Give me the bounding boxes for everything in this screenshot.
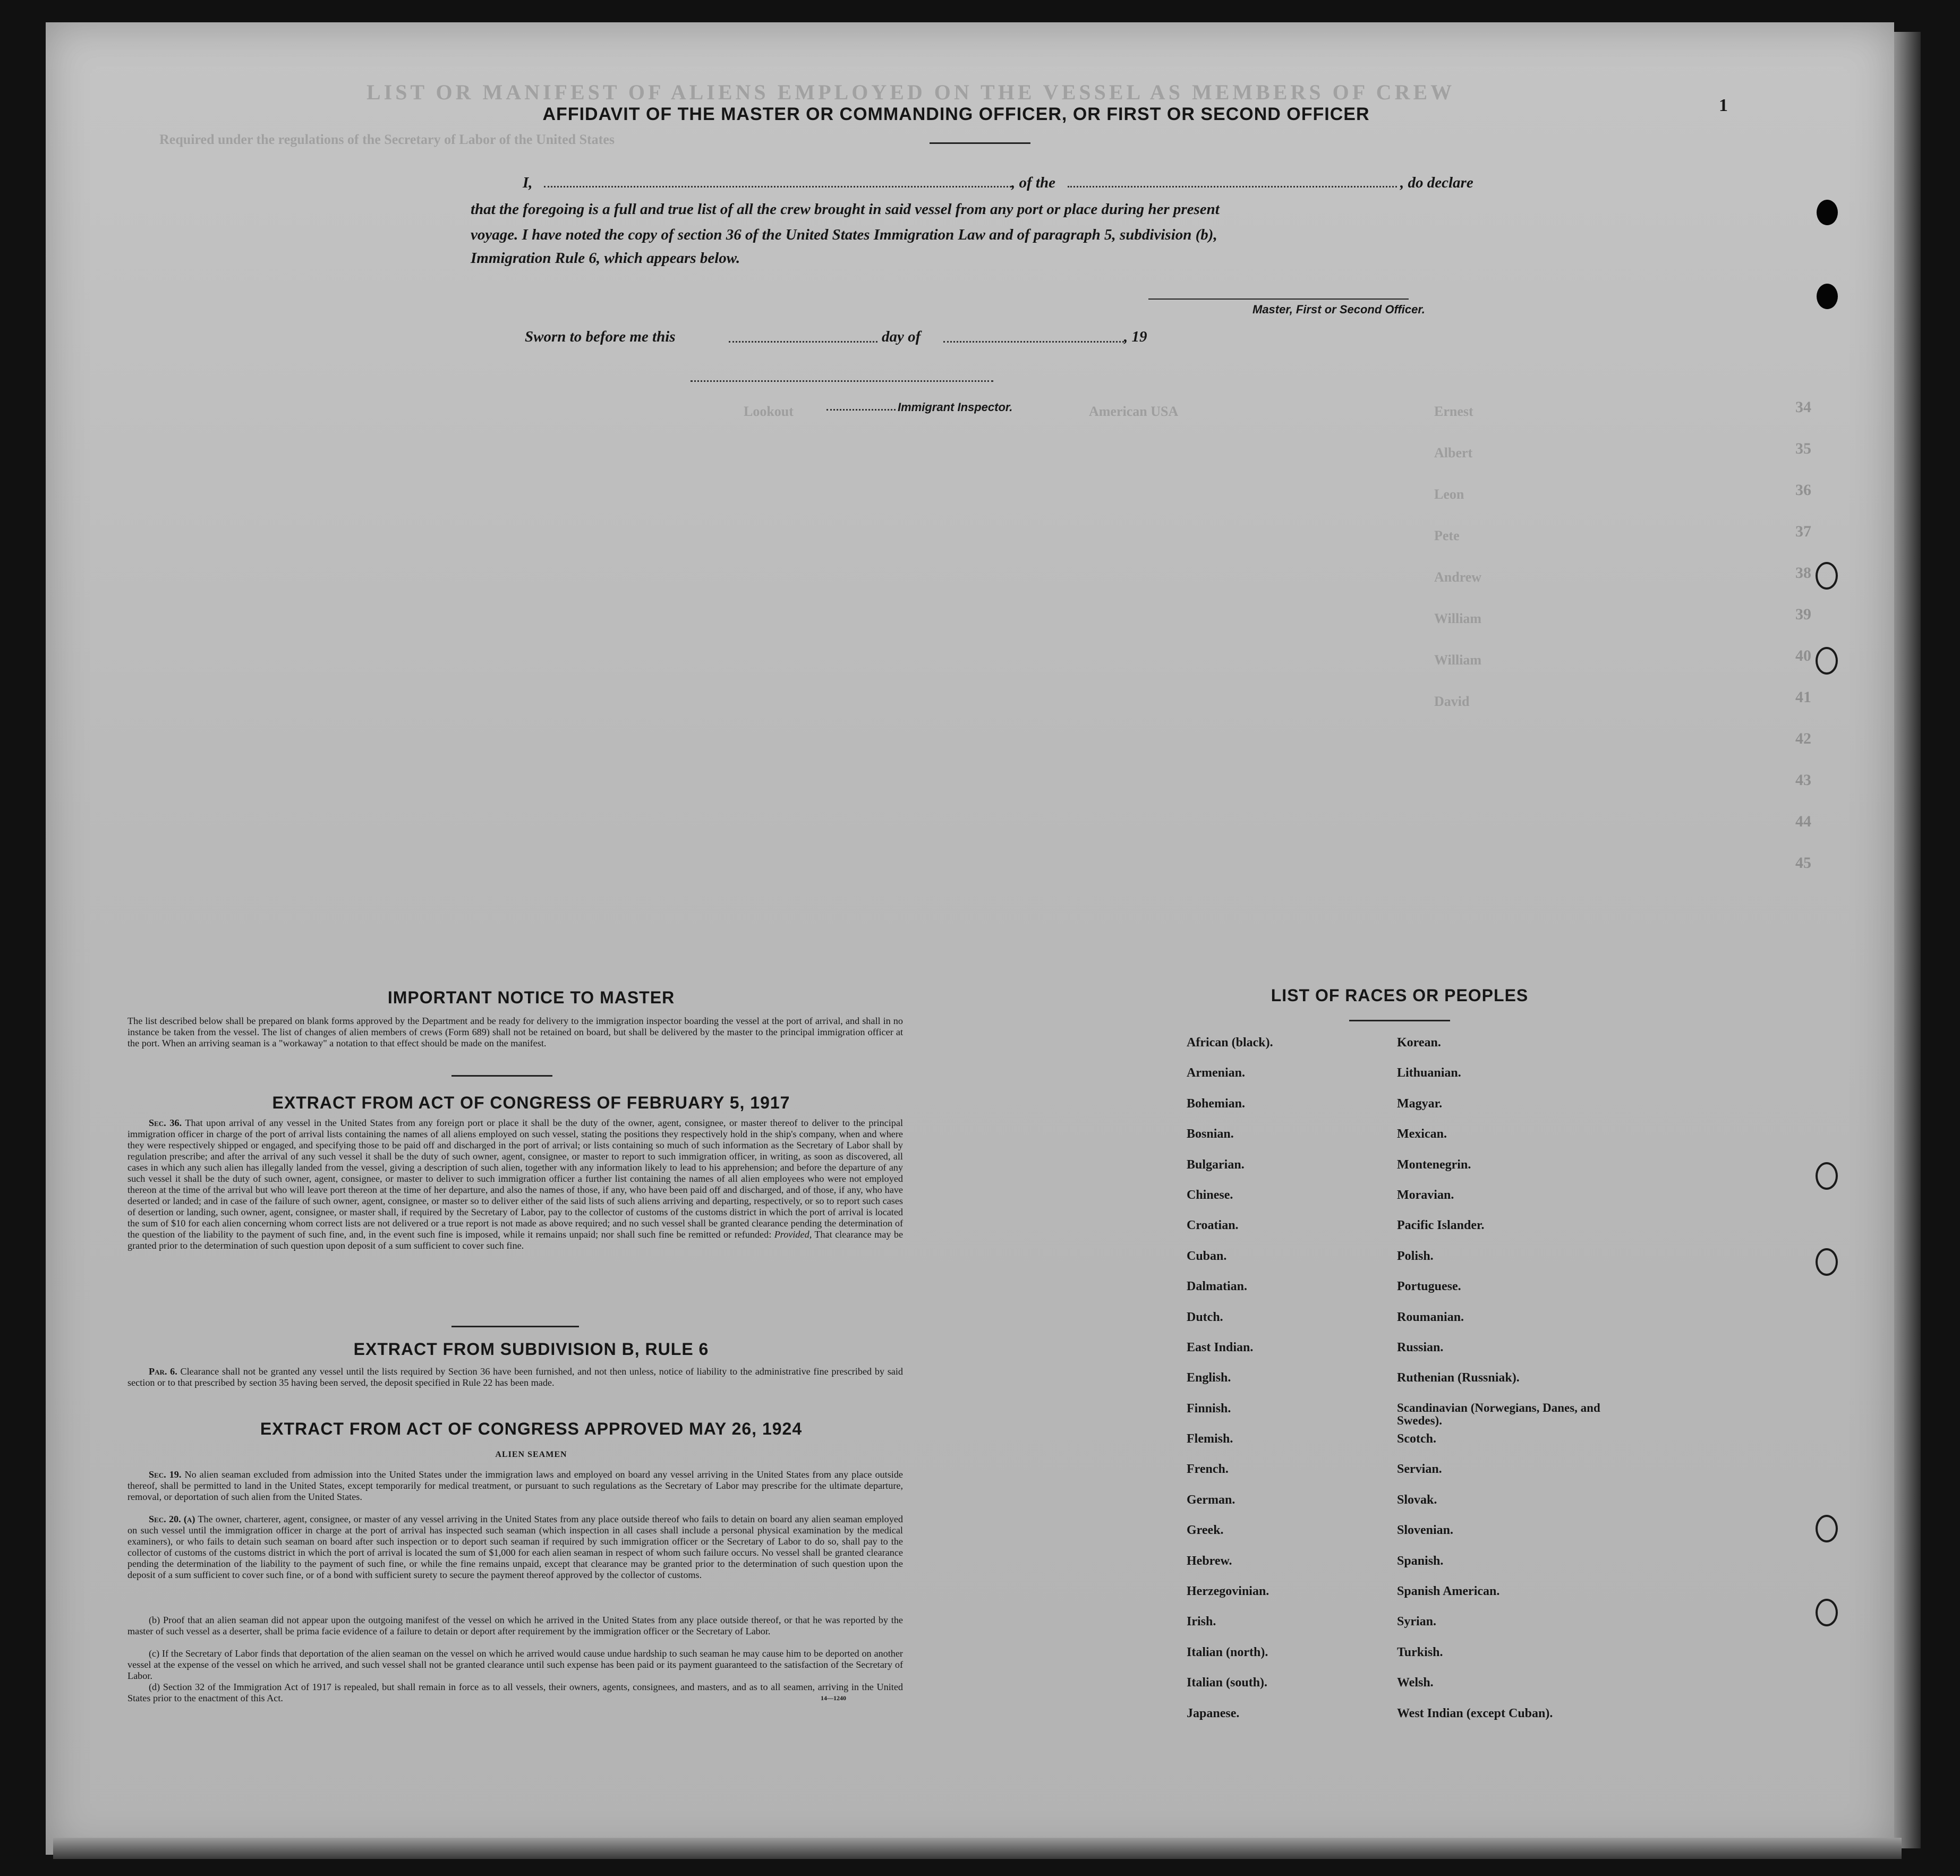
race-item: Portuguese. xyxy=(1397,1280,1461,1294)
race-item: Armenian. xyxy=(1187,1066,1245,1080)
race-item: Chinese. xyxy=(1187,1188,1233,1202)
race-item: Spanish. xyxy=(1397,1554,1444,1568)
binder-hole xyxy=(1816,562,1838,590)
sec36-text: That upon arrival of any vessel in the United States from any foreign port or place it shall be the duty of the owner, agent, consignee, or master thereof to deliver to the principal immigration officer in charge of the port of arrival lists containing the names of all aliens employed on such vessel, stating the positions they respectively hold in the ship's company, when and where they were respectively shipped or engaged, and specifying those to be paid off and discharged in the port of arrival; or lists containing so much of such information as the Secretary of Labor shall by regulation prescribe; and after the arrival of any such vessel it shall be the duty of such owner, agent, consignee, or master to report to such immigration officer, in writing, as soon as discovered, all cases in which any such alien has illegally landed from the vessel, giving a description of such alien, together with any information likely to lead to his apprehension; and before the departure of any such vessel it shall be the duty of such owner, agent, consignee, or master to deliver to such immigration officer a further list containing the names of all alien employees who were not employed thereon at the time of the arrival but who will leave port thereon at the time of her departure, and also the names of those, if any, who have been paid off and discharged, and of those, if any, who have deserted or landed; and in case of the failure of such owner, agent, consignee, or master so to deliver either of the said lists of such aliens arriving and departing, respectively, or so to report such cases of desertion or landing, such owner, agent, consignee, or master shall, if required by the Secretary of Labor, pay to the collector of customs of the customs district in which the port of arrival is located the sum of $10 for each alien concerning whom correct lists are not delivered or a true report is not made as above required; and no such vessel shall be granted clearance pending the determination of the question of the liability to the payment of such fine, and, in the event such fine is imposed, while it remains unpaid; nor shall such fine be remitted or refunded: xyxy=(127,1118,903,1240)
race-item: Korean. xyxy=(1397,1036,1441,1050)
race-item: Moravian. xyxy=(1397,1188,1454,1202)
binder-hole xyxy=(1816,1248,1838,1276)
affidavit-line-4: Immigration Rule 6, which appears below. xyxy=(471,250,740,267)
inspector-signature-line xyxy=(691,380,993,382)
day-of-text: day of xyxy=(882,328,921,345)
extract-1917-text xyxy=(127,1118,903,1251)
race-item: Scandinavian (Norwegians, Danes, and Swedes). xyxy=(1397,1401,1600,1427)
race-item: Greek. xyxy=(1187,1523,1224,1538)
sec19-body: No alien seaman excluded from admission into the United States under the immigration laws and employed on board any vessel arriving in the United States from any place outside thereof, shall be permitted to land in the United States, except temporarily for medical treatment, or pursuant to such regulations as the Secretary of Labor may prescribe for the ultimate departure, removal, or deportation of such alien from the United States. xyxy=(127,1469,903,1502)
vessel-blank xyxy=(1068,186,1397,187)
inspector-dots xyxy=(826,409,896,411)
month-blank xyxy=(943,341,1124,343)
race-item: English. xyxy=(1187,1371,1231,1385)
race-item: Irish. xyxy=(1187,1615,1216,1629)
sec19-text xyxy=(127,1469,903,1503)
sec20c-text: (c) If the Secretary of Labor finds that deportation of the alien seaman on the vessel on which he arrived would cause undue hardship to such seaman he may cause him to be deported on another vessel at the expense of the vessel on which he arrived, and such vessel shall not be granted clearance until such expense has been paid or its payment guaranteed to the satisfaction of the Secretary of Labor. xyxy=(127,1648,903,1681)
sec19-label: Sec. 19. xyxy=(149,1469,182,1480)
page-edge-right xyxy=(1894,32,1921,1848)
binder-hole xyxy=(1817,284,1838,309)
binder-hole xyxy=(1816,647,1838,675)
race-item: Herzegovinian. xyxy=(1187,1584,1269,1599)
race-item: Ruthenian (Russniak). xyxy=(1397,1371,1520,1385)
affidavit-line-3: voyage. I have noted the copy of section 36 of the United States Immigration Law and of paragraph 5, subdivision (b), xyxy=(471,226,1217,243)
extract-1917-heading: EXTRACT FROM ACT OF CONGRESS OF FEBRUARY 5, 1917 xyxy=(272,1093,790,1112)
sworn-text: Sworn to before me this xyxy=(525,328,676,345)
races-column-1 xyxy=(1187,1036,1388,1737)
divider xyxy=(451,1075,552,1077)
race-item: Polish. xyxy=(1397,1249,1434,1263)
race-item: Magyar. xyxy=(1397,1096,1443,1111)
race-item: Cuban. xyxy=(1187,1249,1227,1263)
page-edge-bottom xyxy=(53,1838,1902,1859)
binder-hole xyxy=(1816,1515,1838,1542)
inspector-label: Immigrant Inspector. xyxy=(898,400,1013,414)
race-item: Lithuanian. xyxy=(1397,1066,1461,1080)
sec36-end: That clearance may be granted prior to the determination of such question upon deposit of a sum sufficient to cover such fine. xyxy=(127,1229,904,1251)
provided-word: Provided, xyxy=(774,1229,812,1240)
sec20b-text: (b) Proof that an alien seaman did not appear upon the outgoing manifest of the vessel on which he arrived in the United States from any place outside thereof, or that he was reported by the master of such vessel as a deserter, shall be prima facie evidence of a failure to detain or deport after requirement by the immigration officer or the Secretary of Labor. xyxy=(127,1615,903,1636)
divider xyxy=(930,142,1030,144)
race-item: Finnish. xyxy=(1187,1401,1231,1415)
race-item: Pacific Islander. xyxy=(1397,1218,1485,1233)
extract-rule6-heading: EXTRACT FROM SUBDIVISION B, RULE 6 xyxy=(353,1340,709,1359)
race-item: Hebrew. xyxy=(1187,1554,1232,1568)
affidavit-declare: , do declare xyxy=(1400,174,1473,191)
race-item: Scotch. xyxy=(1397,1432,1436,1446)
race-item: Slovak. xyxy=(1397,1493,1437,1507)
page-number: 1 xyxy=(1719,96,1728,115)
race-item: Italian (north). xyxy=(1187,1645,1268,1659)
divider xyxy=(1349,1020,1450,1021)
race-item: Mexican. xyxy=(1397,1127,1447,1141)
race-item: Japanese. xyxy=(1187,1706,1240,1720)
extract-1924-heading: EXTRACT FROM ACT OF CONGRESS APPROVED MAY 26, 1924 xyxy=(260,1419,803,1438)
race-item: Bohemian. xyxy=(1187,1096,1246,1111)
race-item: East Indian. xyxy=(1187,1340,1254,1354)
race-item: Syrian. xyxy=(1397,1615,1437,1629)
alien-seamen-subheading: ALIEN SEAMEN xyxy=(495,1450,567,1459)
race-item: West Indian (except Cuban). xyxy=(1397,1706,1553,1720)
sec20-label: Sec. 20. (a) xyxy=(149,1514,195,1524)
race-item: Flemish. xyxy=(1187,1432,1233,1446)
par6-text: Clearance shall not be granted any vessel until the lists required by Section 36 have been furnished, and not then unless, notice of liability to the administrative fine prescribed by said section or to that prescribed by section 35 having been served, the deposit specified in Rule 22 has been made. xyxy=(127,1366,903,1388)
races-column-2 xyxy=(1397,1036,1620,1737)
affidavit-i: I, xyxy=(523,174,533,191)
race-item: Turkish. xyxy=(1397,1645,1443,1659)
par6-label: Par. 6. xyxy=(149,1366,177,1377)
form-code: 14—1240 xyxy=(821,1694,846,1702)
races-heading: LIST OF RACES OR PEOPLES xyxy=(1271,986,1529,1005)
name-blank xyxy=(544,186,1011,187)
divider xyxy=(451,1326,579,1327)
day-blank xyxy=(729,341,877,343)
race-item: German. xyxy=(1187,1493,1235,1507)
race-item: Russian. xyxy=(1397,1340,1444,1354)
race-item: Dutch. xyxy=(1187,1310,1223,1324)
race-item: Slovenian. xyxy=(1397,1523,1454,1538)
year-text: , 19 xyxy=(1124,328,1147,345)
race-item: Dalmatian. xyxy=(1187,1280,1247,1294)
race-item: Montenegrin. xyxy=(1397,1157,1471,1172)
race-item: Croatian. xyxy=(1187,1218,1239,1233)
sec20a-body: The owner, charterer, agent, consignee, or master of any vessel arriving in the United States from any place outside thereof who fails to detain on board any alien seaman employed on such vessel until the immigration officer in charge at the port of arrival has inspected such seaman (which inspection in all cases shall include a personal physical examination by the medical examiners), or who fails to detain such seaman on board after such inspection or to deport such seaman if required by such immigration officer or the Secretary of Labor to do so, shall pay to the collector of customs of the customs district in which the port of arrival is located the sum of $1,000 for each alien seaman in respect of whom such failure occurs. No vessel shall be granted clearance pending the determination of the liability to the payment of such fine, or while the fine remains unpaid, except that clearance may be granted prior to the determination of such question upon the deposit of a sum sufficient to cover such fine, or of a bond with sufficient surety to secure the payment thereof approved by the collector of customs. xyxy=(127,1514,903,1580)
affidavit-line-2: that the foregoing is a full and true list of all the crew brought in said vessel from any port or place during her present xyxy=(471,201,1220,218)
affidavit-title: AFFIDAVIT OF THE MASTER OR COMMANDING OFFICER, OR FIRST OR SECOND OFFICER xyxy=(542,104,1370,124)
binder-hole xyxy=(1816,1162,1838,1190)
race-item: Welsh. xyxy=(1397,1676,1434,1690)
race-item: Bulgarian. xyxy=(1187,1157,1245,1172)
notice-heading: IMPORTANT NOTICE TO MASTER xyxy=(387,988,675,1007)
race-item: Italian (south). xyxy=(1187,1676,1268,1690)
signature-line xyxy=(1148,299,1409,300)
race-item: Servian. xyxy=(1397,1462,1442,1477)
notice-text: The list described below shall be prepared on blank forms approved by the Department and be ready for delivery to the immigration inspector boarding the vessel at the port of arrival, and shall in no instance be taken from the vessel. The list of changes of alien members of crews (Form 689) shall not be retained on board, but shall be delivered by the master to the principal immigration officer at the port. When an arriving seaman is a "workaway" a notation to that effect should be made on the manifest. xyxy=(127,1016,903,1048)
race-item: Bosnian. xyxy=(1187,1127,1234,1141)
sec20a-text xyxy=(127,1514,903,1581)
race-item: Roumanian. xyxy=(1397,1310,1464,1324)
race-item: Spanish American. xyxy=(1397,1584,1500,1599)
race-item: African (black). xyxy=(1187,1036,1273,1050)
master-label: Master, First or Second Officer. xyxy=(1252,303,1425,316)
extract-rule6-text xyxy=(127,1366,903,1388)
binder-hole xyxy=(1817,200,1838,225)
binder-hole xyxy=(1816,1599,1838,1626)
race-item: French. xyxy=(1187,1462,1229,1477)
affidavit-of-the: , of the xyxy=(1011,174,1055,191)
sec36-label: Sec. 36. xyxy=(149,1118,182,1128)
sec20d-text: (d) Section 32 of the Immigration Act of 1917 is repealed, but shall remain in force as to all vessels, their owners, agents, consignees, and masters, and as to all seamen, arriving in the United States prior to the enactment of this Act. xyxy=(127,1682,903,1703)
